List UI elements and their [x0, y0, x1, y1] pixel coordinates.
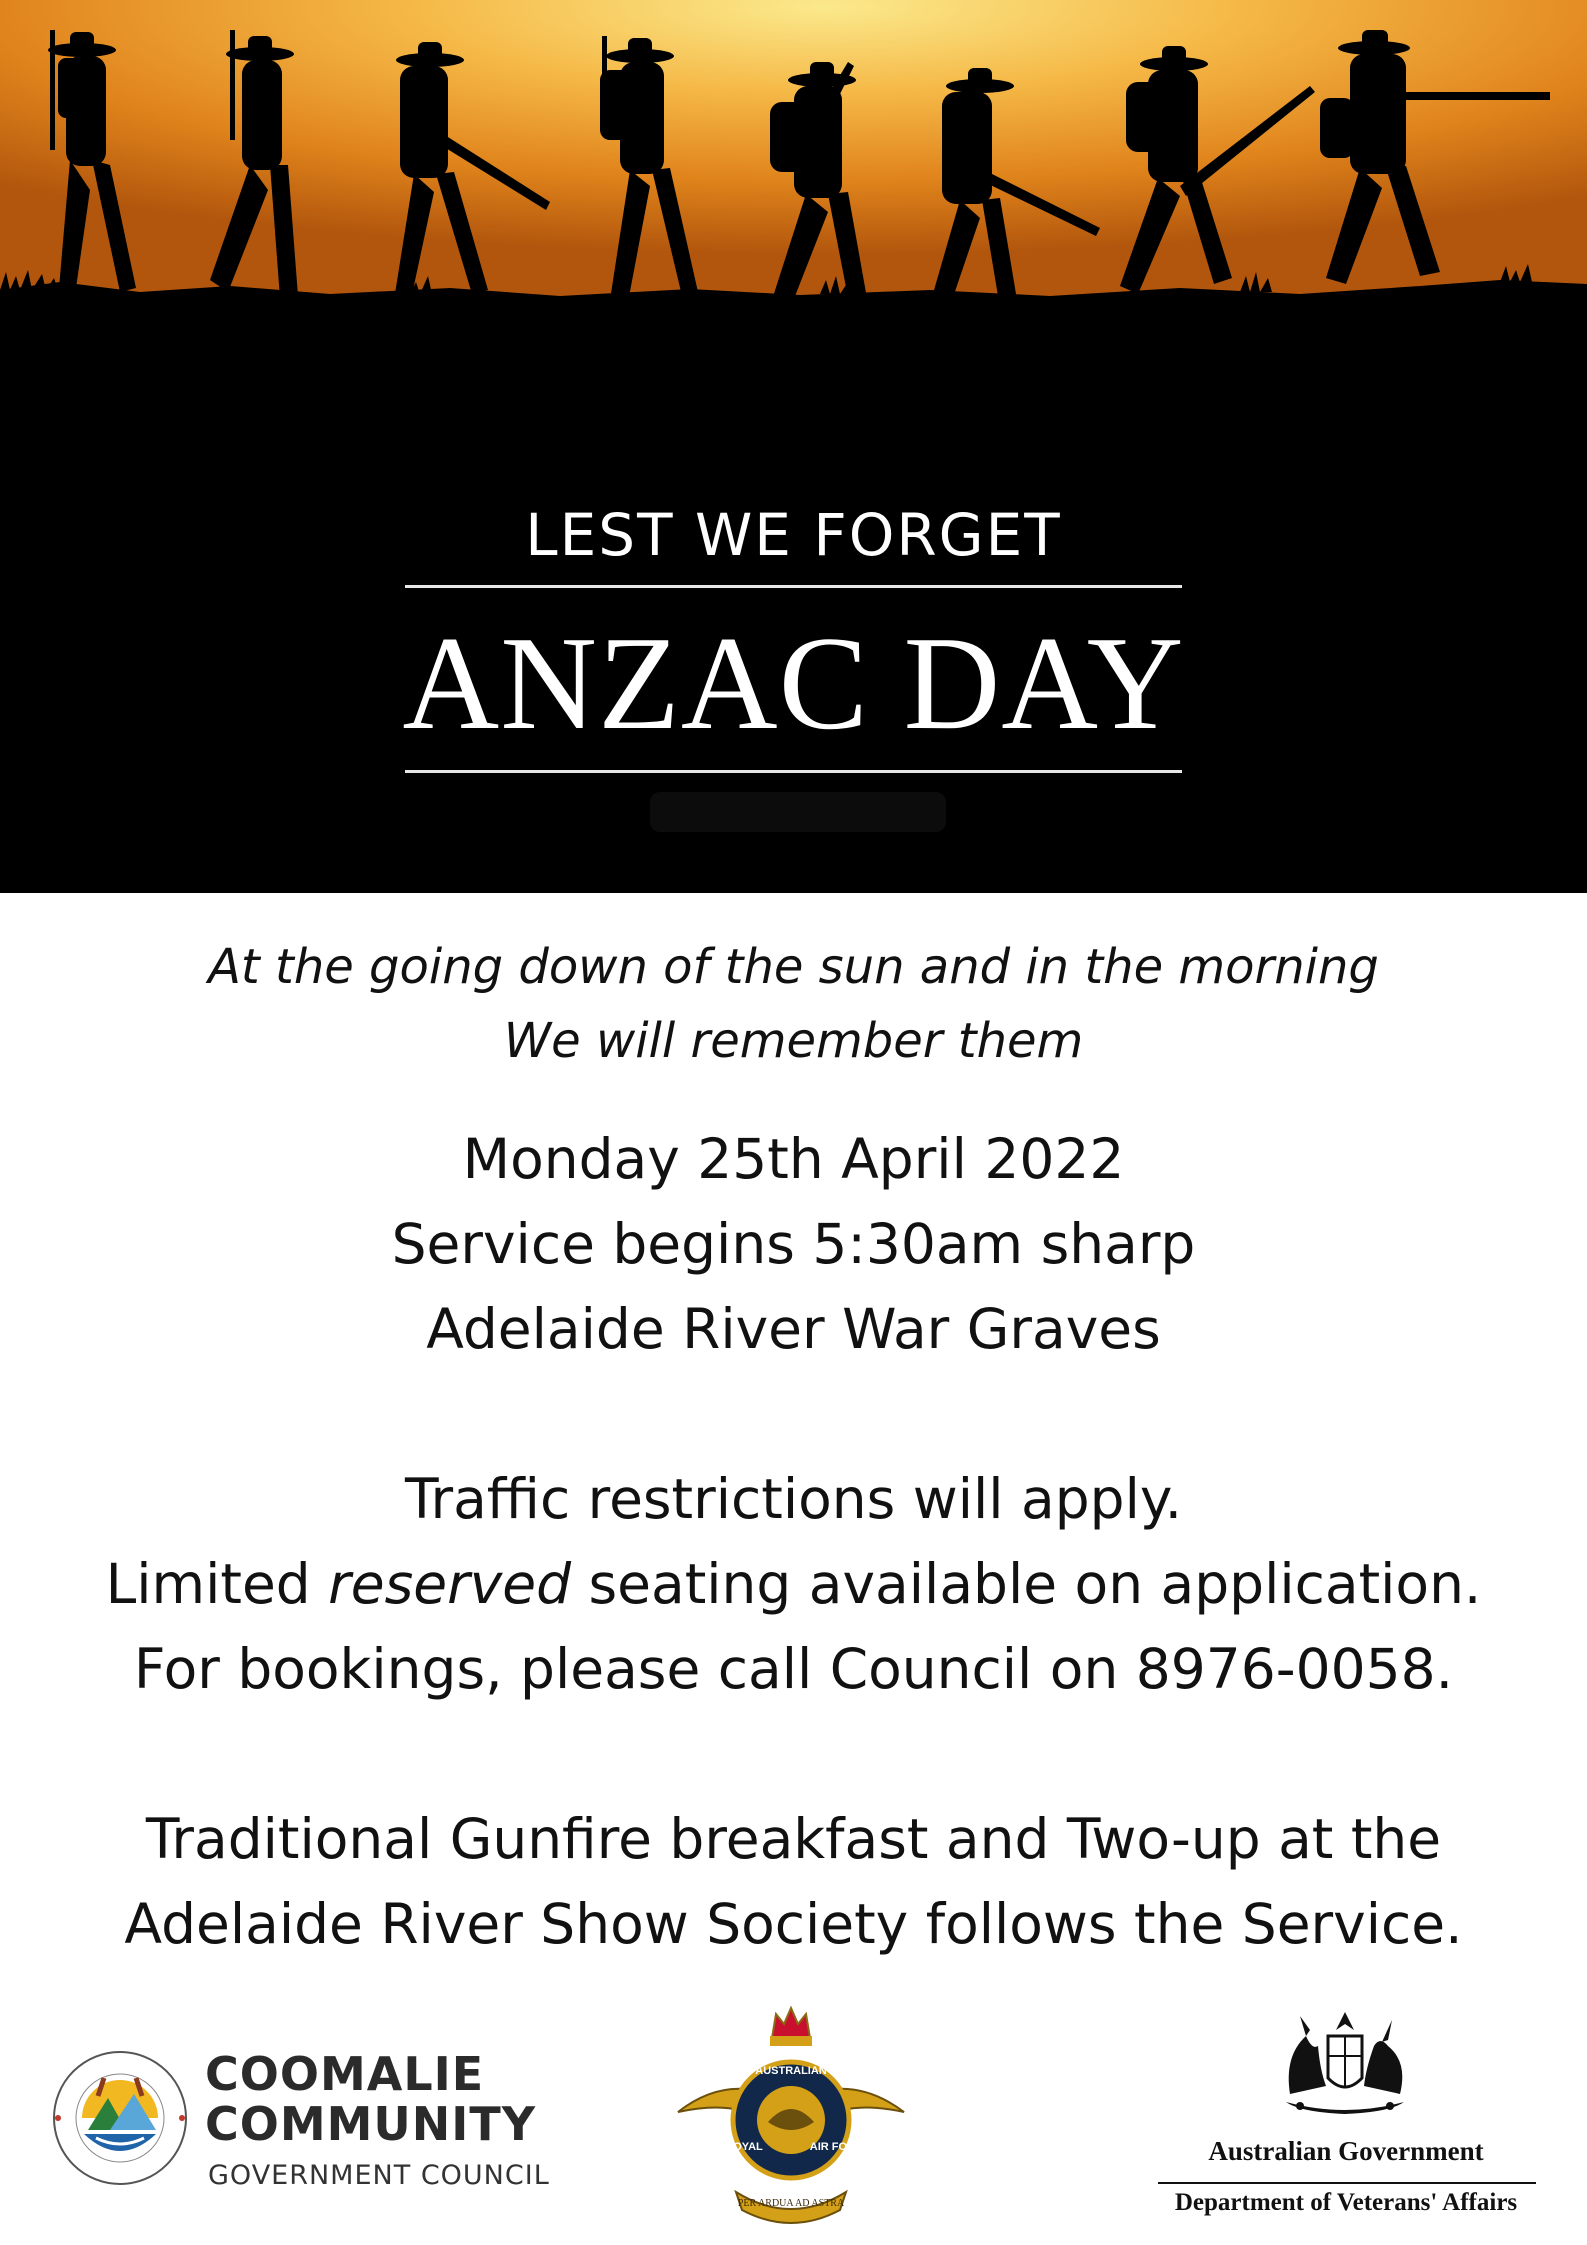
quote-line-2: We will remember them [503, 1013, 1084, 1069]
event-details [0, 1117, 1587, 1372]
sponsor-logos [0, 2000, 1587, 2245]
seating-emphasis: reserved [328, 1552, 572, 1616]
raaf-ring-top-text: AUSTRALIAN [755, 2065, 827, 2077]
raaf-emblem-icon [672, 2000, 910, 2238]
coomalie-council-logo [48, 2038, 568, 2198]
seating-post: seating available on application. [571, 1552, 1482, 1616]
breakfast-line-1: Traditional Gunfire breakfast and Two-up at the [145, 1807, 1442, 1871]
raaf-ring-right-text: AIR FORCE [809, 2141, 871, 2153]
bookings-note: For bookings, please call Council on 8976-0058. [133, 1637, 1454, 1701]
hero-subtitle: LEST WE FORGET [525, 501, 1062, 569]
raaf-ring-left-text: ROYAL [725, 2141, 763, 2153]
breakfast-details [0, 1797, 1587, 1967]
event-notes [0, 1457, 1587, 1712]
council-name-line-1: COOMALIE [205, 2047, 485, 2101]
dva-department-text: Department of Veterans' Affairs [1174, 2189, 1518, 2216]
event-time: Service begins 5:30am sharp [391, 1212, 1196, 1276]
coomalie-seal-icon [48, 2038, 193, 2198]
hero-banner [0, 0, 1587, 893]
traffic-note: Traffic restrictions will apply. [404, 1467, 1183, 1531]
event-date: Monday 25th April 2022 [462, 1127, 1125, 1191]
seating-note [0, 1542, 1587, 1627]
seating-pre: Limited [105, 1552, 329, 1616]
divider-bottom [405, 770, 1182, 773]
raaf-scroll-text: PER ARDUA AD ASTRA [737, 2198, 845, 2209]
dva-government-text: Australian Government [1208, 2136, 1484, 2166]
hero-title: ANZAC DAY [402, 609, 1185, 757]
dva-logo [1150, 2006, 1542, 2236]
council-name-line-2: COMMUNITY [205, 2097, 537, 2151]
council-name-line-3: GOVERNMENT COUNCIL [208, 2160, 550, 2191]
divider-top [405, 585, 1182, 588]
ode-quote [0, 930, 1587, 1078]
quote-line-1: At the going down of the sun and in the morning [208, 939, 1379, 995]
dva-divider [1158, 2182, 1536, 2184]
event-location: Adelaide River War Graves [426, 1297, 1161, 1361]
breakfast-line-2: Adelaide River Show Society follows the Service. [124, 1892, 1463, 1956]
commonwealth-coat-of-arms-icon [1270, 2006, 1420, 2126]
